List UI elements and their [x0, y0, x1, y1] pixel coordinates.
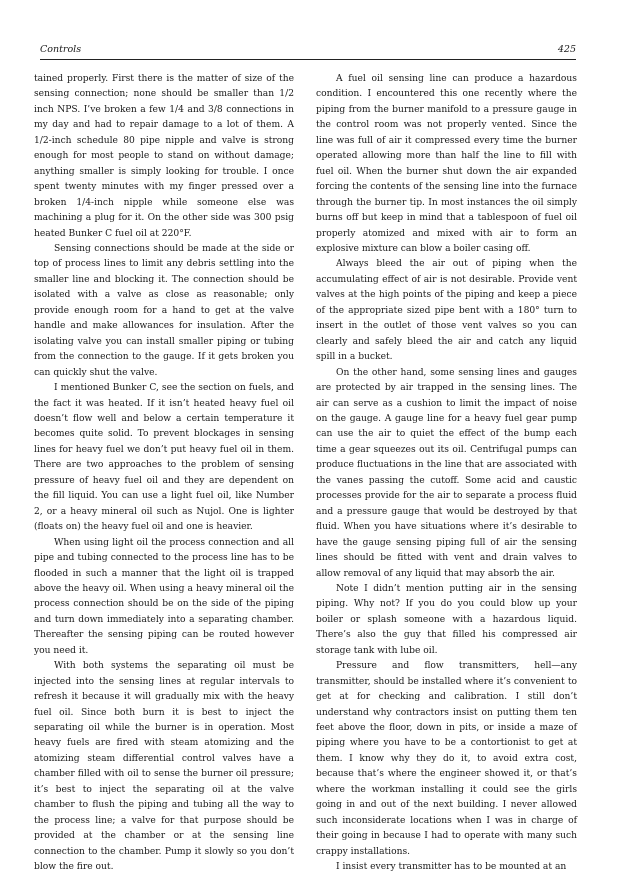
- right-column: [316, 72, 577, 876]
- paragraph: tained properly. First there is the matter of size of the sensing connection; none should be smaller than 1/2 inch NPS. I’ve broken a few 1/4 and 3/8 connections in my day and had to repair damage to a lot of them. A 1/2-inch schedule 80 pipe nipple and valve is strong enough for most people to stand on without damage; anything smaller is simply looking for trouble. I once spent twenty minutes with my finger pressed over a broken 1/4-inch nipple while someone else was machining a plug for it. On the other side was 300 psig heated Bunker C fuel oil at 220°F.: [34, 74, 294, 239]
- paragraph: Note I didn’t mention putting air in the sensing piping. Why not? If you do you could blow up your boiler or splash someone with a hazardous liquid. There’s also the guy that filled his compressed air storage tank with lube oil.: [316, 583, 577, 656]
- page-number: 425: [557, 44, 576, 55]
- paragraph: With both systems the separating oil must be injected into the sensing lines at regular intervals to refresh it because it will gradually mix with the heavy fuel oil. Since both burn it is best to inject the separating oil while the burner is in operation. Most heavy fuels are fired with steam atomizing and the atomizing steam differential control valves have a chamber filled with oil to sense the burner oil pressure; it’s best to inject the separating oil at the valve chamber to flush the piping and tubing all the way to the process line; a valve for that purpose should be provided at the chamber or at the sensing line connection to the chamber. Pump it slowly so you don’t blow the fire out.: [34, 661, 294, 873]
- paragraph: Sensing connections should be made at the side or top of process lines to limit any debris settling into the smaller line and blocking it. The connection should be isolated with a valve as close as reasonable; only provide enough room for a hand to get at the valve handle and make allowances for insulation. After the isolating valve you can install smaller piping or tubing from the connection to the gauge. If it gets broken you can quickly shut the valve.: [34, 243, 294, 378]
- running-header: [40, 44, 576, 58]
- paragraph: Always bleed the air out of piping when the accumulating effect of air is not desirable. Provide vent valves at the high points of the piping and keep a piece of the appropriate sized pipe bent with a 180° turn to insert in the outlet of those vent valves so you can clearly and safely bleed the air and catch any liquid spill in a bucket.: [316, 259, 577, 363]
- paragraph: Pressure and flow transmitters, hell—any transmitter, should be installed where it’s convenient to get at for checking and calibration. I still don’t understand why contractors insist on putting them ten feet above the floor, down in pits, or inside a maze of piping where you have to be a contortionist to get at them. I know why they do it, to avoid extra cost, because that’s where the engineer showed it, or that’s where the workman installing it could see the girls going in and out of the next building. I never allowed such inconsiderate locations when I was in charge of their going in because I had to operate with many such crappy installations.: [316, 661, 577, 857]
- header-rule: [40, 59, 576, 60]
- paragraph: I mentioned Bunker C, see the section on fuels, and the fact it was heated. If it isn’t heated heavy fuel oil doesn’t flow well and below a certain temperature it becomes quite solid. To prevent blockages in sensing lines for heavy fuel we don’t put heavy fuel oil in them. There are two approaches to the problem of sensing pressure of heavy fuel oil and they are dependent on the fill liquid. You can use a light fuel oil, like Number 2, or a heavy mineral oil such as Nujol. One is lighter (floats on) the heavy fuel oil and one is heavier.: [34, 383, 294, 533]
- section-title: Controls: [40, 44, 82, 55]
- left-column: [34, 72, 294, 876]
- paragraph: On the other hand, some sensing lines and gauges are protected by air trapped in the sensing lines. The air can serve as a cushion to limit the impact of noise on the gauge. A gauge line for a heavy fuel gear pump can use the air to quiet the effect of the bump each time a gear squeezes out its oil. Centrifugal pumps can produce fluctuations in the line that are associated with the vanes passing the cutoff. Some acid and caustic processes provide for the air to separate a process fluid and a pressure gauge that would be destroyed by that fluid. When you have situations where it’s desirable to have the gauge sensing piping full of air the sensing lines should be fitted with vent and drain valves to allow removal of any liquid that may absorb the air.: [316, 367, 577, 579]
- paragraph: I insist every transmitter has to be mounted at an: [336, 862, 567, 873]
- paragraph: When using light oil the process connection and all pipe and tubing connected to the process line has to be flooded in such a manner that the light oil is trapped above the heavy oil. When using a heavy mineral oil the process connection should be on the side of the piping and turn down immediately into a separating chamber. Thereafter the sensing piping can be routed however you need it.: [34, 537, 294, 656]
- paragraph: A fuel oil sensing line can produce a hazardous condition. I encountered this one recently where the piping from the burner manifold to a pressure gauge in the control room was not properly vented. Since the line was full of air it compressed every time the burner operated allowing more than half the line to fill with fuel oil. When the burner shut down the air expanded forcing the contents of the sensing line into the furnace through the burner tip. In most instances the oil simply burns off but keep in mind that a tablespoon of fuel oil properly atomized and mixed with air to form an explosive mixture can blow a boiler casing off.: [316, 74, 577, 254]
